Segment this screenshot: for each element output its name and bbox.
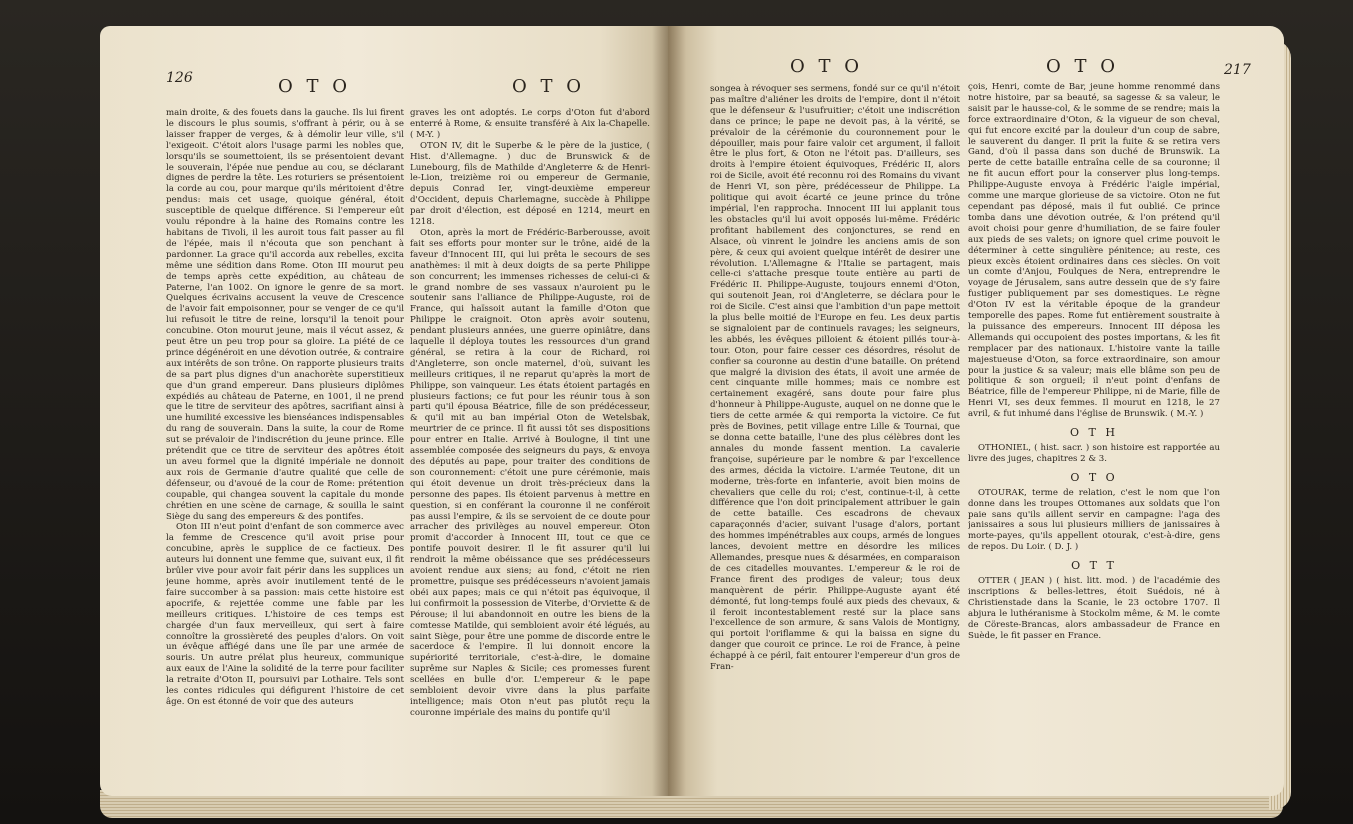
- left-running-head-left: O T O: [278, 76, 351, 97]
- paragraph: Oton III n'eut point d'enfant de son commerce avec la femme de Crescence qu'il avoit prise pour concubine, après le supplice de ce factieux. Des auteurs lui donnent une femme que, suivant eux, il fit brûler vive pour avoir fait périr dans les supplices un jeune homme, après avoir inutilement tenté de le faire succomber à sa passion: mais cette histoire est apocrife, & rejettée comme une fable par les meilleurs critiques. L'histoire de ces temps est chargée d'un faux merveilleux, qui sert à faire connoître la grossièreté des peuples d'alors. On voit un évêque affiégé dans une île par une armée de souris. Un autre prélat plus heureux, communique aux eaux de l'Aine la solidité de la terre pour faciliter la retraite d'Oton II, poursuivi par Lothaire. Tels sont les contes ridicules qui défigurent l'histoire de cet âge. On est étonné de voir que des auteurs: [166, 522, 404, 707]
- right-page-number: 217: [1224, 62, 1251, 78]
- paragraph: OTON IV, dit le Superbe & le père de la justice, ( Hist. d'Allemagne. ) duc de Brunswick & de Lunebourg, fils de Mathilde d'Angleterre & de Henri-le-Lion, treizième roi ou empereur de Germanie, depuis Conrad Ier, vingt-deuxième empereur d'Occident, depuis Charlemagne, succède à Philippe par droit d'élection, est déposé en 1214, meurt en 1218.: [410, 140, 650, 228]
- left-running-head-right: O T O: [512, 76, 585, 97]
- section-heading-oto: O T O: [1070, 470, 1118, 484]
- left-column-2: [410, 108, 650, 754]
- left-page: [100, 26, 668, 796]
- paragraph: OTHONIEL, ( hist. sacr. ) son histoire est rapportée au livre des juges, chapitres 2 & 3.: [968, 443, 1220, 464]
- section-heading-oth: O T H: [1070, 426, 1118, 440]
- right-running-head-right: O T O: [1046, 56, 1119, 77]
- paragraph: OTTER ( JEAN ) ( hist. litt. mod. ) de l'académie des inscriptions & belles-lettres, étoit Suédois, né à Christienstade dans la Scanie, le 23 octobre 1707. Il abjura le luthéranisme à Stockolm même, & M. le comte de Cöreste-Brancas, alors ambassadeur de France en Suède, le fit passer en France.: [968, 576, 1220, 641]
- paragraph: çois, Henri, comte de Bar, jeune homme renommé dans notre histoire, par sa beauté, sa sagesse & sa valeur, le saisit par le hausse-col, & le somme de se rendre; mais la force extraordinaire d'Oton, & la vigueur de son cheval, qui fut encore excité par la douleur d'un coup de sabre, le sauverent du danger. Il prit la fuite & se retira vers Gand, d'où il passa dans son duché de Brunswik. La perte de cette bataille entraîna celle de sa couronne; il ne fit aucun effort pour la conserver plus long-temps. Philippe-Auguste envoya à Frédéric l'aigle impérial, comme une marque glorieuse de sa victoire. Oton ne fut cependant pas déposé, mais il fut oublié. Ce prince tomba dans une dévotion outrée, & l'on prétend qu'il avoit choisi pour genre d'humiliation, de se faire fouler aux pieds de ses valets; on ignore quel crime pouvoit le déterminer à cette singulière pénitence; au reste, ces pieux excès étoient ordinaires dans ces siècles. On voit un comte d'Anjou, Foulques de Nera, entreprendre le voyage de Jérusalem, sans autre dessein que de s'y faire fustiger publiquement par ses domestiques. Le règne d'Oton IV est la véritable époque de la grandeur temporelle des papes. Rome fut entièrement soustraite à la puissance des empereurs. Innocent III déposa les Allemands qui occupoient des postes importans, & les fit remplacer par des nationaux. L'histoire vante la taille majestueuse d'Oton, sa force extraordinaire, son amour pour la justice & sa valeur; mais elle blâme son peu de politique & son orgueil; il n'eut point d'enfans de Béatrice, fille de l'empereur Philippe, ni de Marie, fille de Henri VI, ses deux femmes. Il mourut en 1218, le 27 avril, & fut inhumé dans l'église de Brunswik. ( M.-Y. ): [968, 82, 1220, 420]
- paragraph: songea à révoquer ses sermens, fondé sur ce qu'il n'étoit pas maître d'aliéner les droits de l'empire, dont il n'étoit que le défenseur & l'usufruitier; c'étoit une indiscrétion dans ce prince; le pape ne devoit pas, à la vérité, se prévaloir de la cérémonie du couronnement pour le dépouiller, mais pour faire valoir cet argument, il falloit être le plus fort, & Oton ne l'étoit pas. D'ailleurs, ses droits à l'empire étoient équivoques, Frédéric II, alors roi de Sicile, avoit été reconnu roi des Romains du vivant de Henri VI, son père, prédécesseur de Philippe. La politique qui avoit écarté ce jeune prince du trône impérial, l'en rapprocha. Innocent III lui applanit tous les obstacles qu'il lui avoit opposés lui-même. Frédéric profitant habilement des conjonctures, se rend en Alsace, où vinrent le joindre les anciens amis de son père, & ceux qui avoient quelque intérêt de desirer une révolution. L'Allemagne & l'Italie se partagent, mais celle-ci s'attache presque toute entière au parti de Frédéric II. Philippe-Auguste, toujours ennemi d'Oton, qui soutenoit Jean, roi d'Angleterre, se déclara pour le roi de Sicile. C'est ainsi que l'ambition d'un pape mettoit la plus belle moitié de l'Europe en feu. Les deux partis se signaloient par de continuels ravages; les seigneurs, les abbés, les évêques pilloient & étoient pillés tour-à-tour. Oton, pour faire cesser ces désordres, résolut de confier sa couronne au destin d'une bataille. On prétend que malgré la division des états, il avoit une armée de cent cinquante mille hommes; mais ce nombre est certainement exagéré, sans doute pour faire plus d'honneur à Philippe-Auguste, auquel on ne donne que le tiers de cette armée & qui remporta la victoire. Ce fut près de Bovines, petit village entre Lille & Tournai, que se donna cette bataille, l'une des plus célèbres dont les annales du monde fassent mention. La cavalerie françoise, supérieure par le nombre & par l'excellence des armes, décida la victoire. L'armée Teutone, dit un moderne, très-forte en infanterie, avoit bien moins de chevaliers que celle du roi; c'est, continue-t-il, à cette différence que l'on doit principalement attribuer le gain de cette bataille. Ces escadrons de chevaux caparaçonnés d'acier, suivant l'usage d'alors, portant des hommes impénétrables aux coups, armés de longues lances, devoient mettre en désordre les milices Allemandes, presque nues & désarmées, en comparaison de ces citadelles mouvantes. L'empereur & le roi de France firent des prodiges de valeur; tous deux manquèrent de périr. Philippe-Auguste ayant été démonté, fut long-temps foulé aux pieds des chevaux, & il feroit incontestablement resté sur la place sans l'excellence de son armure, & sans Valois de Montigny, qui portoit l'oriflamme & qui la baissa en signe du danger que couroit ce prince. Le roi de France, à peine échappé à ce péril, fait entourer l'empereur d'un gros de Fran-: [710, 84, 960, 673]
- paragraph: main droite, & des fouets dans la gauche. Ils lui firent le discours le plus soumis, s'offrant à périr, ou à se laisser frapper de verges, & à démolir leur ville, s'il l'exigeoit. C'étoit alors l'usage parmi les nobles que, lorsqu'ils se soumettoient, ils se présentoient devant le souverain, l'épée nue pendue au cou, se déclarant dignes de perdre la tête. Les roturiers se présentoient la corde au cou, pour marque qu'ils méritoient d'être pendus: mais cet usage, quoique général, étoit susceptible de quelque différence. Si l'empereur eût voulu répondre à la haine des Romains contre les habitans de Tivoli, il les auroit tous fait passer au fil de l'épée, mais il n'écouta que son penchant à pardonner. La grace qu'il accorda aux rebelles, excita même une sédition dans Rome. Oton III mourut peu de temps après cette expédition, au château de Paterne, l'an 1002. On ignore le genre de sa mort. Quelques écrivains accusent la veuve de Crescence de l'avoir fait empoisonner, pour se venger de ce qu'il lui refusoit le titre de reine, lorsqu'il la tenoit pour concubine. Oton mourut jeune, mais il vécut assez, & peut être un peu trop pour sa gloire. La piété de ce prince dégénéroit en une dévotion outrée, & contraire aux intérêts de son trône. On rapporte plusieurs traits de sa part plus dignes d'un anachorète superstitieux que d'un grand empereur. Dans plusieurs diplômes expédiés au château de Paterne, en 1001, il ne prend que le titre de serviteur des apôtres, sacrifiant ainsi à une humilité excessive les bienséances indispensables du rang de souverain. Dans la suite, la cour de Rome sut se prévaloir de l'indiscrétion du jeune prince. Elle prétendit que ce titre de serviteur des apôtres étoit un aveu formel que la dignité impériale ne donnoit aux rois de Germanie d'autre qualité que celle de défenseur, ou d'avoué de la cour de Rome: prétention coupable, qui changea souvent la capitale du monde chrétien en une scène de carnage, & souilla le saint Siège du sang des empereurs & des pontifes.: [166, 108, 404, 522]
- left-page-number: 126: [166, 70, 193, 86]
- right-column-1: [710, 84, 960, 726]
- book-gutter: [652, 26, 686, 796]
- paragraph: Oton, après la mort de Frédéric-Barberousse, avoit fait ses efforts pour monter sur le trône, aidé de la faveur d'Innocent III, qui lui prêta le secours de ses anathèmes: il mit à deux doigts de sa perte Philippe son concurrent; les immenses richesses de celui-ci & le grand nombre de ses vassaux n'auroient pu le soutenir sans l'alliance de Philippe-Auguste, roi de France, qui haïssoit autant la famille d'Oton que Philippe le craignoit. Oton après avoir soutenu, pendant plusieurs années, une guerre opiniâtre, dans laquelle il déploya toutes les ressources d'un grand général, se retira à la cour de Richard, roi d'Angleterre, son oncle maternel, d'où, suivant les meilleurs critiques, il ne reparut qu'après la mort de Philippe, son vainqueur. Les états étoient partagés en plusieurs factions; ce fut pour les réunir tous à son parti qu'il épousa Béatrice, fille de son prédécesseur, & qu'il mit au ban impérial Oton de Wetelsbak, meurtrier de ce prince. Il fit aussi tôt ses dispositions pour entrer en Italie. Arrivé à Boulogne, il tint une assemblée composée des seigneurs du pays, & envoya des députés au pape, pour traiter des conditions de son couronnement: c'étoit une pure cérémonie, mais qui étoit devenue un droit très-précieux dans la personne des papes. Ils étoient parvenus à mettre en question, si en conférant la couronne il ne conféroit pas aussi l'empire, & ils se servoient de ce doute pour arracher des privilèges au nouvel empereur. Oton promit d'accorder à Innocent III, tout ce que ce pontife pouvoit desirer. Il le fit assurer qu'il lui rendroit la même obéissance que ses prédécesseurs avoient rendue aux siens; au fond, c'étoit ne rien promettre, puisque ses prédécesseurs n'avoient jamais obéi aux papes; mais ce qui n'étoit pas équivoque, il lui confirmoit la possession de Viterbe, d'Orviette & de Pérouse; il lui abandonnoit en outre les biens de la comtesse Matilde, qui sembloient avoir été légués, au saint Siège, pour être une pomme de discorde entre le sacerdoce & l'empire. Il lui donnoit encore la supériorité territoriale, c'est-à-dire, le domaine suprême sur Naples & Sicile; ces promesses furent scellées en bulle d'or. L'empereur & le pape sembloient devoir vivre dans la plus parfaite intelligence; mais Oton n'eut pas plutôt reçu la couronne impériale des mains du pontife qu'il: [410, 227, 650, 718]
- paragraph: graves les ont adoptés. Le corps d'Oton fut d'abord enterré à Rome, & ensuite transféré à Aix la-Chapelle. ( M-Y. ): [410, 108, 650, 140]
- left-column-1: [166, 108, 404, 754]
- right-column-2: [968, 82, 1220, 724]
- right-running-head-left: O T O: [790, 56, 863, 77]
- right-page: [668, 26, 1284, 796]
- paragraph: OTOURAK, terme de relation, c'est le nom que l'on donne dans les troupes Ottomanes aux soldats que l'on paie sans qu'ils aillent servir en campagne: l'aga des janissaires a sous lui plusieurs milliers de janissaires à morte-payes, qu'ils appellent otourak, c'est-à-dire, gens de repos. Du Loir. ( D. J. ): [968, 487, 1220, 553]
- section-heading-ott: O T T: [1071, 559, 1117, 573]
